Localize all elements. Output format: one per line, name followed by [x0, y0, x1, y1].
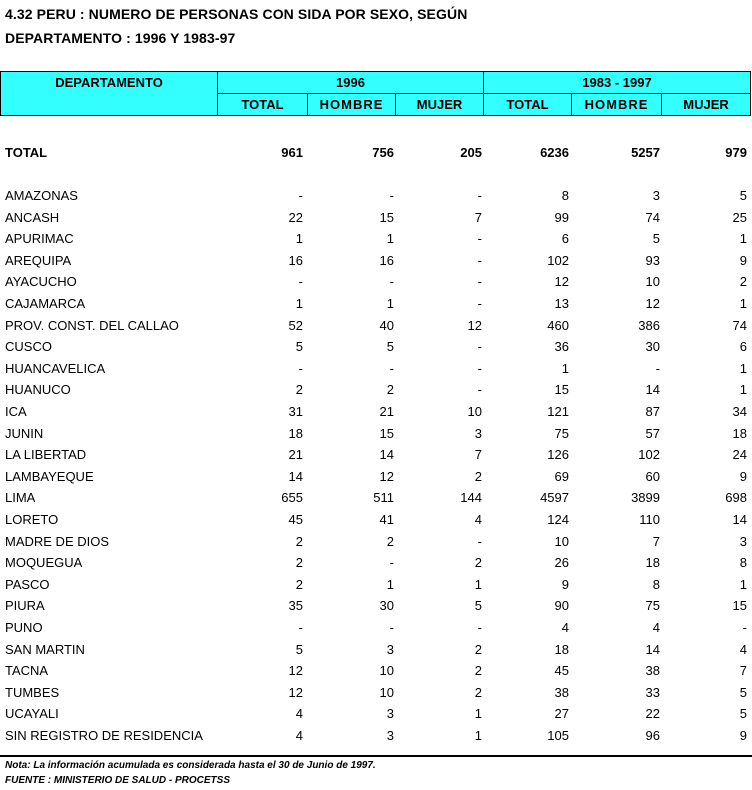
row-value: 1 [386, 296, 394, 311]
row-value: 2 [474, 684, 482, 700]
table-row [0, 208, 752, 228]
row-value: 22 [288, 209, 303, 225]
row-value: - [298, 620, 303, 635]
row-value: 2 [474, 555, 482, 571]
row-value: 9 [561, 576, 569, 592]
row-value: 1 [474, 706, 482, 722]
row-departamento: LA LIBERTAD [5, 447, 87, 463]
row-value: - [477, 231, 482, 247]
table-row [0, 186, 752, 206]
total-value: 6236 [540, 145, 569, 160]
row-value: 18 [554, 641, 569, 657]
header-group-1983-1997: 1983 - 1997 [484, 72, 751, 94]
total-label: TOTAL [5, 145, 48, 160]
row-departamento: APURIMAC [5, 231, 74, 247]
header-col-hombre-1996: HOMBRE [308, 94, 396, 116]
row-value: 124 [547, 512, 569, 527]
table-row [0, 316, 752, 336]
row-value: - [389, 274, 394, 290]
row-value: 1 [739, 360, 747, 376]
row-value: 6 [739, 339, 747, 355]
table-row [0, 467, 752, 487]
total-value: 979 [725, 145, 747, 160]
row-value: 69 [554, 468, 569, 484]
row-value: 1 [386, 231, 394, 247]
row-value: 1 [739, 231, 747, 247]
row-value: - [477, 274, 482, 290]
row-departamento: MADRE DE DIOS [5, 533, 110, 549]
table-row [0, 510, 752, 530]
table-row [0, 380, 752, 400]
row-departamento: MOQUEGUA [5, 555, 83, 571]
row-value: 12 [288, 663, 303, 679]
header-col-total-1996: TOTAL [218, 94, 308, 116]
row-value: 1 [739, 382, 747, 398]
row-value: 52 [288, 317, 303, 333]
row-departamento: CUSCO [5, 339, 52, 355]
row-value: - [477, 533, 482, 549]
row-value: 1 [295, 231, 303, 247]
table-row [0, 445, 752, 465]
row-value: 7 [739, 663, 747, 679]
row-value: 5 [295, 641, 303, 657]
row-value: 5 [739, 684, 747, 700]
table-row [0, 424, 752, 444]
row-value: 33 [645, 684, 660, 700]
row-value: 3 [739, 533, 747, 549]
row-departamento: JUNIN [5, 425, 44, 441]
table-row [0, 229, 752, 249]
row-departamento: CAJAMARCA [5, 296, 86, 311]
header-col-mujer-1983-97: MUJER [662, 94, 751, 116]
source-note: FUENTE : MINISTERIO DE SALUD - PROCETSS [5, 775, 231, 786]
row-departamento: SAN MARTIN [5, 641, 85, 657]
row-value: 14 [645, 641, 660, 657]
row-departamento: TUMBES [5, 684, 60, 700]
row-value: 4 [739, 641, 747, 657]
row-value: 8 [652, 576, 660, 592]
row-departamento: AYACUCHO [5, 274, 77, 290]
row-value: 5 [295, 339, 303, 355]
row-value: 10 [379, 684, 394, 700]
row-departamento: ANCASH [5, 209, 60, 225]
header-departamento: DEPARTAMENTO [1, 72, 218, 116]
row-value: 2 [295, 382, 303, 398]
row-value: 7 [474, 209, 482, 225]
row-value: 18 [645, 555, 660, 571]
row-value: 16 [379, 252, 394, 268]
row-value: 13 [554, 296, 569, 311]
row-value: - [655, 360, 660, 376]
row-value: 4 [652, 620, 660, 635]
row-value: 12 [645, 296, 660, 311]
row-value: 75 [645, 598, 660, 614]
row-value: 27 [554, 706, 569, 722]
row-value: 12 [379, 468, 394, 484]
row-value: 105 [547, 728, 569, 743]
row-value: 60 [645, 468, 660, 484]
row-value: 8 [561, 188, 569, 203]
row-value: 1 [474, 576, 482, 592]
row-value: 4 [295, 706, 303, 722]
row-value: 655 [281, 490, 303, 506]
row-value: 41 [379, 512, 394, 527]
row-value: 21 [379, 404, 394, 419]
row-value: 10 [379, 663, 394, 679]
row-departamento: AMAZONAS [5, 188, 78, 203]
row-value: 1 [295, 296, 303, 311]
row-value: 30 [645, 339, 660, 355]
row-value: 5 [652, 231, 660, 247]
row-value: 2 [474, 641, 482, 657]
row-value: 5 [739, 706, 747, 722]
table-row [0, 575, 752, 595]
row-value: 14 [379, 447, 394, 463]
row-value: 45 [554, 663, 569, 679]
table-header [0, 71, 751, 116]
row-value: 121 [547, 404, 569, 419]
row-value: 31 [288, 404, 303, 419]
row-value: 18 [288, 425, 303, 441]
header-col-hombre-1983-97: HOMBRE [572, 94, 662, 116]
table-row [0, 272, 752, 292]
table-row [0, 683, 752, 703]
row-value: 3 [386, 728, 394, 743]
table-row [0, 294, 752, 314]
table-row [0, 640, 752, 660]
row-value: 15 [379, 209, 394, 225]
row-value: - [477, 339, 482, 355]
footnote: Nota: La información acumulada es considerada hasta el 30 de Junio de 1997. [5, 760, 376, 771]
row-value: 99 [554, 209, 569, 225]
row-value: - [389, 555, 394, 571]
row-value: 40 [379, 317, 394, 333]
table-row [0, 251, 752, 271]
row-value: 5 [474, 598, 482, 614]
row-value: 87 [645, 404, 660, 419]
header-col-total-1983-97: TOTAL [484, 94, 572, 116]
total-value: 756 [372, 145, 394, 160]
row-value: 21 [288, 447, 303, 463]
row-value: 2 [295, 555, 303, 571]
row-value: 2 [295, 533, 303, 549]
row-value: 26 [554, 555, 569, 571]
table-row [0, 532, 752, 552]
row-value: 2 [474, 663, 482, 679]
row-value: 1 [474, 728, 482, 743]
row-value: 35 [288, 598, 303, 614]
row-value: 9 [739, 468, 747, 484]
row-value: - [298, 274, 303, 290]
row-value: 18 [732, 425, 747, 441]
row-value: 10 [467, 404, 482, 419]
total-value: 5257 [631, 145, 660, 160]
row-value: 30 [379, 598, 394, 614]
row-departamento: TACNA [5, 663, 49, 679]
row-departamento: PROV. CONST. DEL CALLAO [5, 317, 179, 333]
row-value: - [742, 620, 747, 635]
row-departamento: PIURA [5, 598, 45, 614]
total-value: 961 [281, 145, 303, 160]
row-value: 93 [645, 252, 660, 268]
row-value: 24 [732, 447, 747, 463]
row-value: 57 [645, 425, 660, 441]
table-row [0, 402, 752, 422]
row-value: 4 [474, 512, 482, 527]
table-row [0, 359, 752, 379]
row-value: 15 [379, 425, 394, 441]
row-value: 22 [645, 706, 660, 722]
row-value: 34 [732, 404, 747, 419]
row-value: 1 [739, 296, 747, 311]
row-value: 6 [561, 231, 569, 247]
row-value: 2 [386, 382, 394, 398]
table-row [0, 661, 752, 681]
row-value: 386 [638, 317, 660, 333]
table-title-line-1: 4.32 PERU : NUMERO DE PERSONAS CON SIDA POR SEXO, SEGÚN [5, 6, 468, 22]
row-value: 10 [554, 533, 569, 549]
row-value: - [477, 252, 482, 268]
table-row [0, 704, 752, 724]
row-value: 8 [739, 555, 747, 571]
row-value: 698 [725, 490, 747, 506]
row-departamento: HUANCAVELICA [5, 360, 106, 376]
row-value: 5 [386, 339, 394, 355]
row-departamento: AREQUIPA [5, 252, 72, 268]
row-value: 3 [386, 706, 394, 722]
row-departamento: HUANUCO [5, 382, 71, 398]
row-value: 1 [561, 360, 569, 376]
row-value: 7 [474, 447, 482, 463]
row-value: - [477, 620, 482, 635]
row-value: 96 [645, 728, 660, 743]
table-row [0, 618, 752, 638]
row-value: 102 [638, 447, 660, 463]
row-value: 3899 [631, 490, 660, 506]
row-value: 14 [645, 382, 660, 398]
row-value: 511 [373, 490, 394, 506]
row-value: 12 [554, 274, 569, 290]
row-value: 9 [739, 728, 747, 743]
row-value: 4 [561, 620, 569, 635]
row-value: 102 [547, 252, 569, 268]
row-departamento: SIN REGISTRO DE RESIDENCIA [5, 728, 203, 743]
row-value: 3 [386, 641, 394, 657]
row-value: 74 [732, 317, 747, 333]
row-value: 10 [645, 274, 660, 290]
row-value: 12 [288, 684, 303, 700]
row-value: 144 [460, 490, 482, 506]
row-value: 4597 [540, 490, 569, 506]
row-value: 460 [547, 317, 569, 333]
row-departamento: PASCO [5, 576, 50, 592]
row-value: 110 [639, 512, 660, 527]
row-value: 7 [652, 533, 660, 549]
row-value: - [298, 188, 303, 203]
row-value: 2 [386, 533, 394, 549]
header-col-mujer-1996: MUJER [396, 94, 484, 116]
table-row [0, 337, 752, 357]
row-value: 45 [288, 512, 303, 527]
row-value: 15 [554, 382, 569, 398]
row-value: - [477, 188, 482, 203]
row-value: 2 [474, 468, 482, 484]
row-value: 90 [554, 598, 569, 614]
row-departamento: LORETO [5, 512, 59, 527]
row-value: 14 [288, 468, 303, 484]
row-value: 12 [467, 317, 482, 333]
header-group-1996: 1996 [218, 72, 484, 94]
row-value: - [298, 360, 303, 376]
total-row [0, 143, 752, 163]
row-value: 5 [739, 188, 747, 203]
row-value: 9 [739, 252, 747, 268]
row-value: 15 [732, 598, 747, 614]
row-value: - [477, 296, 482, 311]
row-value: 36 [554, 339, 569, 355]
row-departamento: UCAYALI [5, 706, 59, 722]
row-value: 38 [645, 663, 660, 679]
row-departamento: ICA [5, 404, 27, 419]
row-value: - [389, 360, 394, 376]
row-value: 3 [474, 425, 482, 441]
table-row [0, 726, 752, 746]
row-value: 2 [295, 576, 303, 592]
row-value: - [389, 620, 394, 635]
row-departamento: PUNO [5, 620, 43, 635]
row-departamento: LAMBAYEQUE [5, 468, 94, 484]
row-value: 75 [554, 425, 569, 441]
row-value: 16 [288, 252, 303, 268]
row-value: - [477, 360, 482, 376]
row-value: 1 [386, 576, 394, 592]
row-value: 126 [547, 447, 569, 463]
row-value: - [389, 188, 394, 203]
table-row [0, 488, 752, 508]
row-value: 25 [732, 209, 747, 225]
row-value: 74 [645, 209, 660, 225]
footer-divider [0, 755, 752, 757]
row-value: 14 [732, 512, 747, 527]
row-value: 2 [739, 274, 747, 290]
row-value: 38 [554, 684, 569, 700]
row-value: 4 [295, 728, 303, 743]
table-title-line-2: DEPARTAMENTO : 1996 Y 1983-97 [5, 30, 236, 46]
row-value: 3 [652, 188, 660, 203]
table-row [0, 553, 752, 573]
row-departamento: LIMA [5, 490, 36, 506]
total-value: 205 [460, 145, 482, 160]
row-value: - [477, 382, 482, 398]
row-value: 1 [739, 576, 747, 592]
table-row [0, 596, 752, 616]
